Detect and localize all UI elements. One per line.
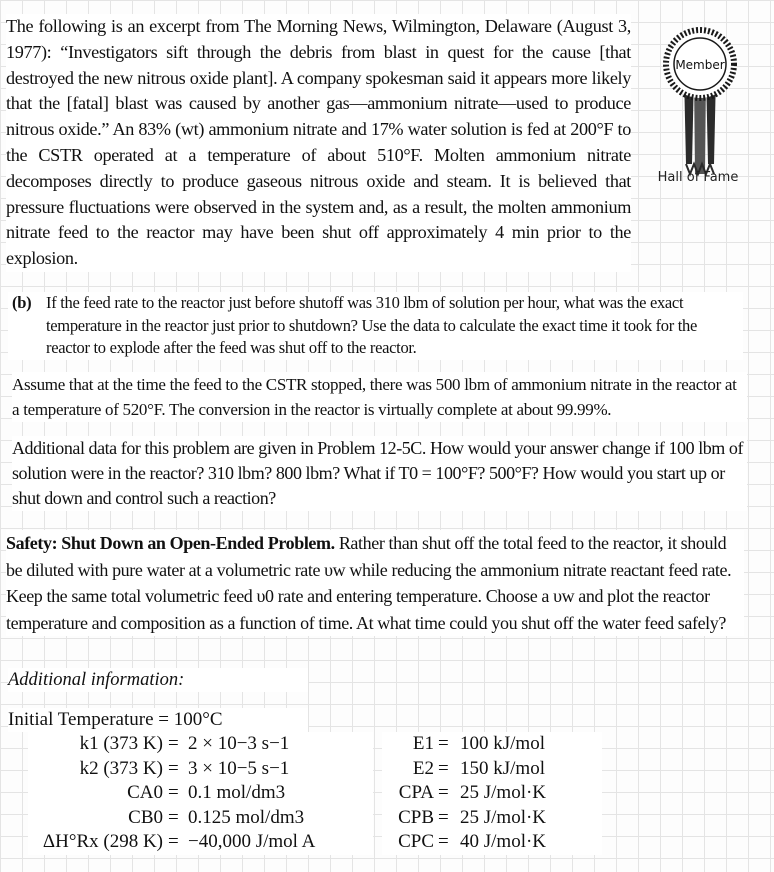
param-name: CB0 [128,806,163,828]
param-name: E1 [412,733,434,754]
param-row: CA0 = 0.1 mol/dm3 [28,781,373,806]
param-row: E1 = 100 kJ/mol [382,732,602,757]
additional-data-paragraph: Additional data for this problem are given in Problem 12-5C. How would your answer change if 100 lbm of solution were in the reactor? 310 lbm? 800 lbm? What if T0 = 100°F? 500°F? How would you start up or shut down and control such a reaction? [12,436,747,511]
intro-paragraph: The following is an excerpt from The Morning News, Wilmington, Delaware (August 3, 1977): “Investigators sift through the debris from blast in quest for the cause [that destroyed the new nitrous oxide plant]. A company spokesman said it appears more likely that the [fatal] blast was caused by another gas—ammonium nitrate—used to produce nitrous oxide.” An 83% (wt) ammonium nitrate and 17% water solution is fed at 200°F to the CSTR operated at a temperature of about 510°F. Molten ammonium nitrate decomposes directly to produce gaseous nitrous oxide and steam. It is believed that pressure fluctuations were observed in the system and, as a result, the molten ammonium nitrate feed to the reactor may have been shut off approximately 4 min prior to the explosion. [6,14,631,272]
param-row: k1 (373 K) = 2 × 10−3 s−1 [28,732,373,757]
param-value: 25 J/mol·K [460,782,547,803]
param-name: k2 (373 K) [79,757,163,779]
param-row: CPB = 25 J/mol·K [382,806,602,831]
param-name: CPB [398,806,434,828]
part-b [8,292,743,360]
param-name: CPC [398,831,434,852]
param-value: 150 kJ/mol [460,757,545,779]
param-name: E2 [412,757,434,779]
parameters-right [382,732,602,855]
param-value: 2 × 10−3 s−1 [188,733,290,754]
param-value: −40,000 J/mol A [188,831,316,852]
initial-temperature: Initial Temperature = 100°C [8,708,308,732]
safety-heading: Safety: Shut Down an Open-Ended Problem. [6,533,335,553]
param-value: 0.125 mol/dm3 [188,806,305,828]
param-row: ΔH°Rx (298 K) = −40,000 J/mol A [28,830,373,855]
assume-paragraph: Assume that at the time the feed to the CSTR stopped, there was 500 lbm of ammonium nitrate in the reactor at a temperature of 520°F. The conversion in the reactor is virtually complete at about 99.99%. [12,372,747,422]
part-b-text: If the feed rate to the reactor just before shutoff was 310 lbm of solution per hour, what was the exact temperature in the reactor just prior to shutdown? Use the data to calculate the exact time it took for the reactor to explode after the feed was shut off to the reactor. [46,293,698,357]
param-value: 100 kJ/mol [460,733,545,754]
param-name: ΔH°Rx (298 K) [42,831,163,852]
param-value: 40 J/mol·K [460,831,547,852]
safety-paragraph [6,530,744,636]
param-row: CB0 = 0.125 mol/dm3 [28,806,373,831]
param-value: 3 × 10−5 s−1 [188,757,290,779]
part-b-label: (b) [12,293,32,312]
safety-text: Rather than shut off the total feed to the reactor, it should be diluted with pure water at a volumetric rate υw while reducing the ammonium nitrate reactant feed rate. Keep the same total volumetric feed υ0 rate and entering temperature. Choose a υw and plot the reactor temperature and composition as a function of time. At what time could you shut off the water feed safely? [6,533,732,633]
badge-label: Hall of Fame [657,170,739,185]
parameters-left [28,732,373,855]
badge-member-text: Member [675,58,725,72]
param-row: CPA = 25 J/mol·K [382,781,602,806]
param-name: CPA [398,782,434,803]
param-row: CPC = 40 J/mol·K [382,830,602,855]
param-value: 25 J/mol·K [460,806,547,828]
param-name: k1 (373 K) [79,733,163,754]
additional-info-heading: Additional information: [8,668,308,692]
param-row: E2 = 150 kJ/mol [382,757,602,782]
param-name: CA0 [127,782,163,803]
param-value: 0.1 mol/dm3 [188,782,286,803]
param-row: k2 (373 K) = 3 × 10−5 s−1 [28,757,373,782]
